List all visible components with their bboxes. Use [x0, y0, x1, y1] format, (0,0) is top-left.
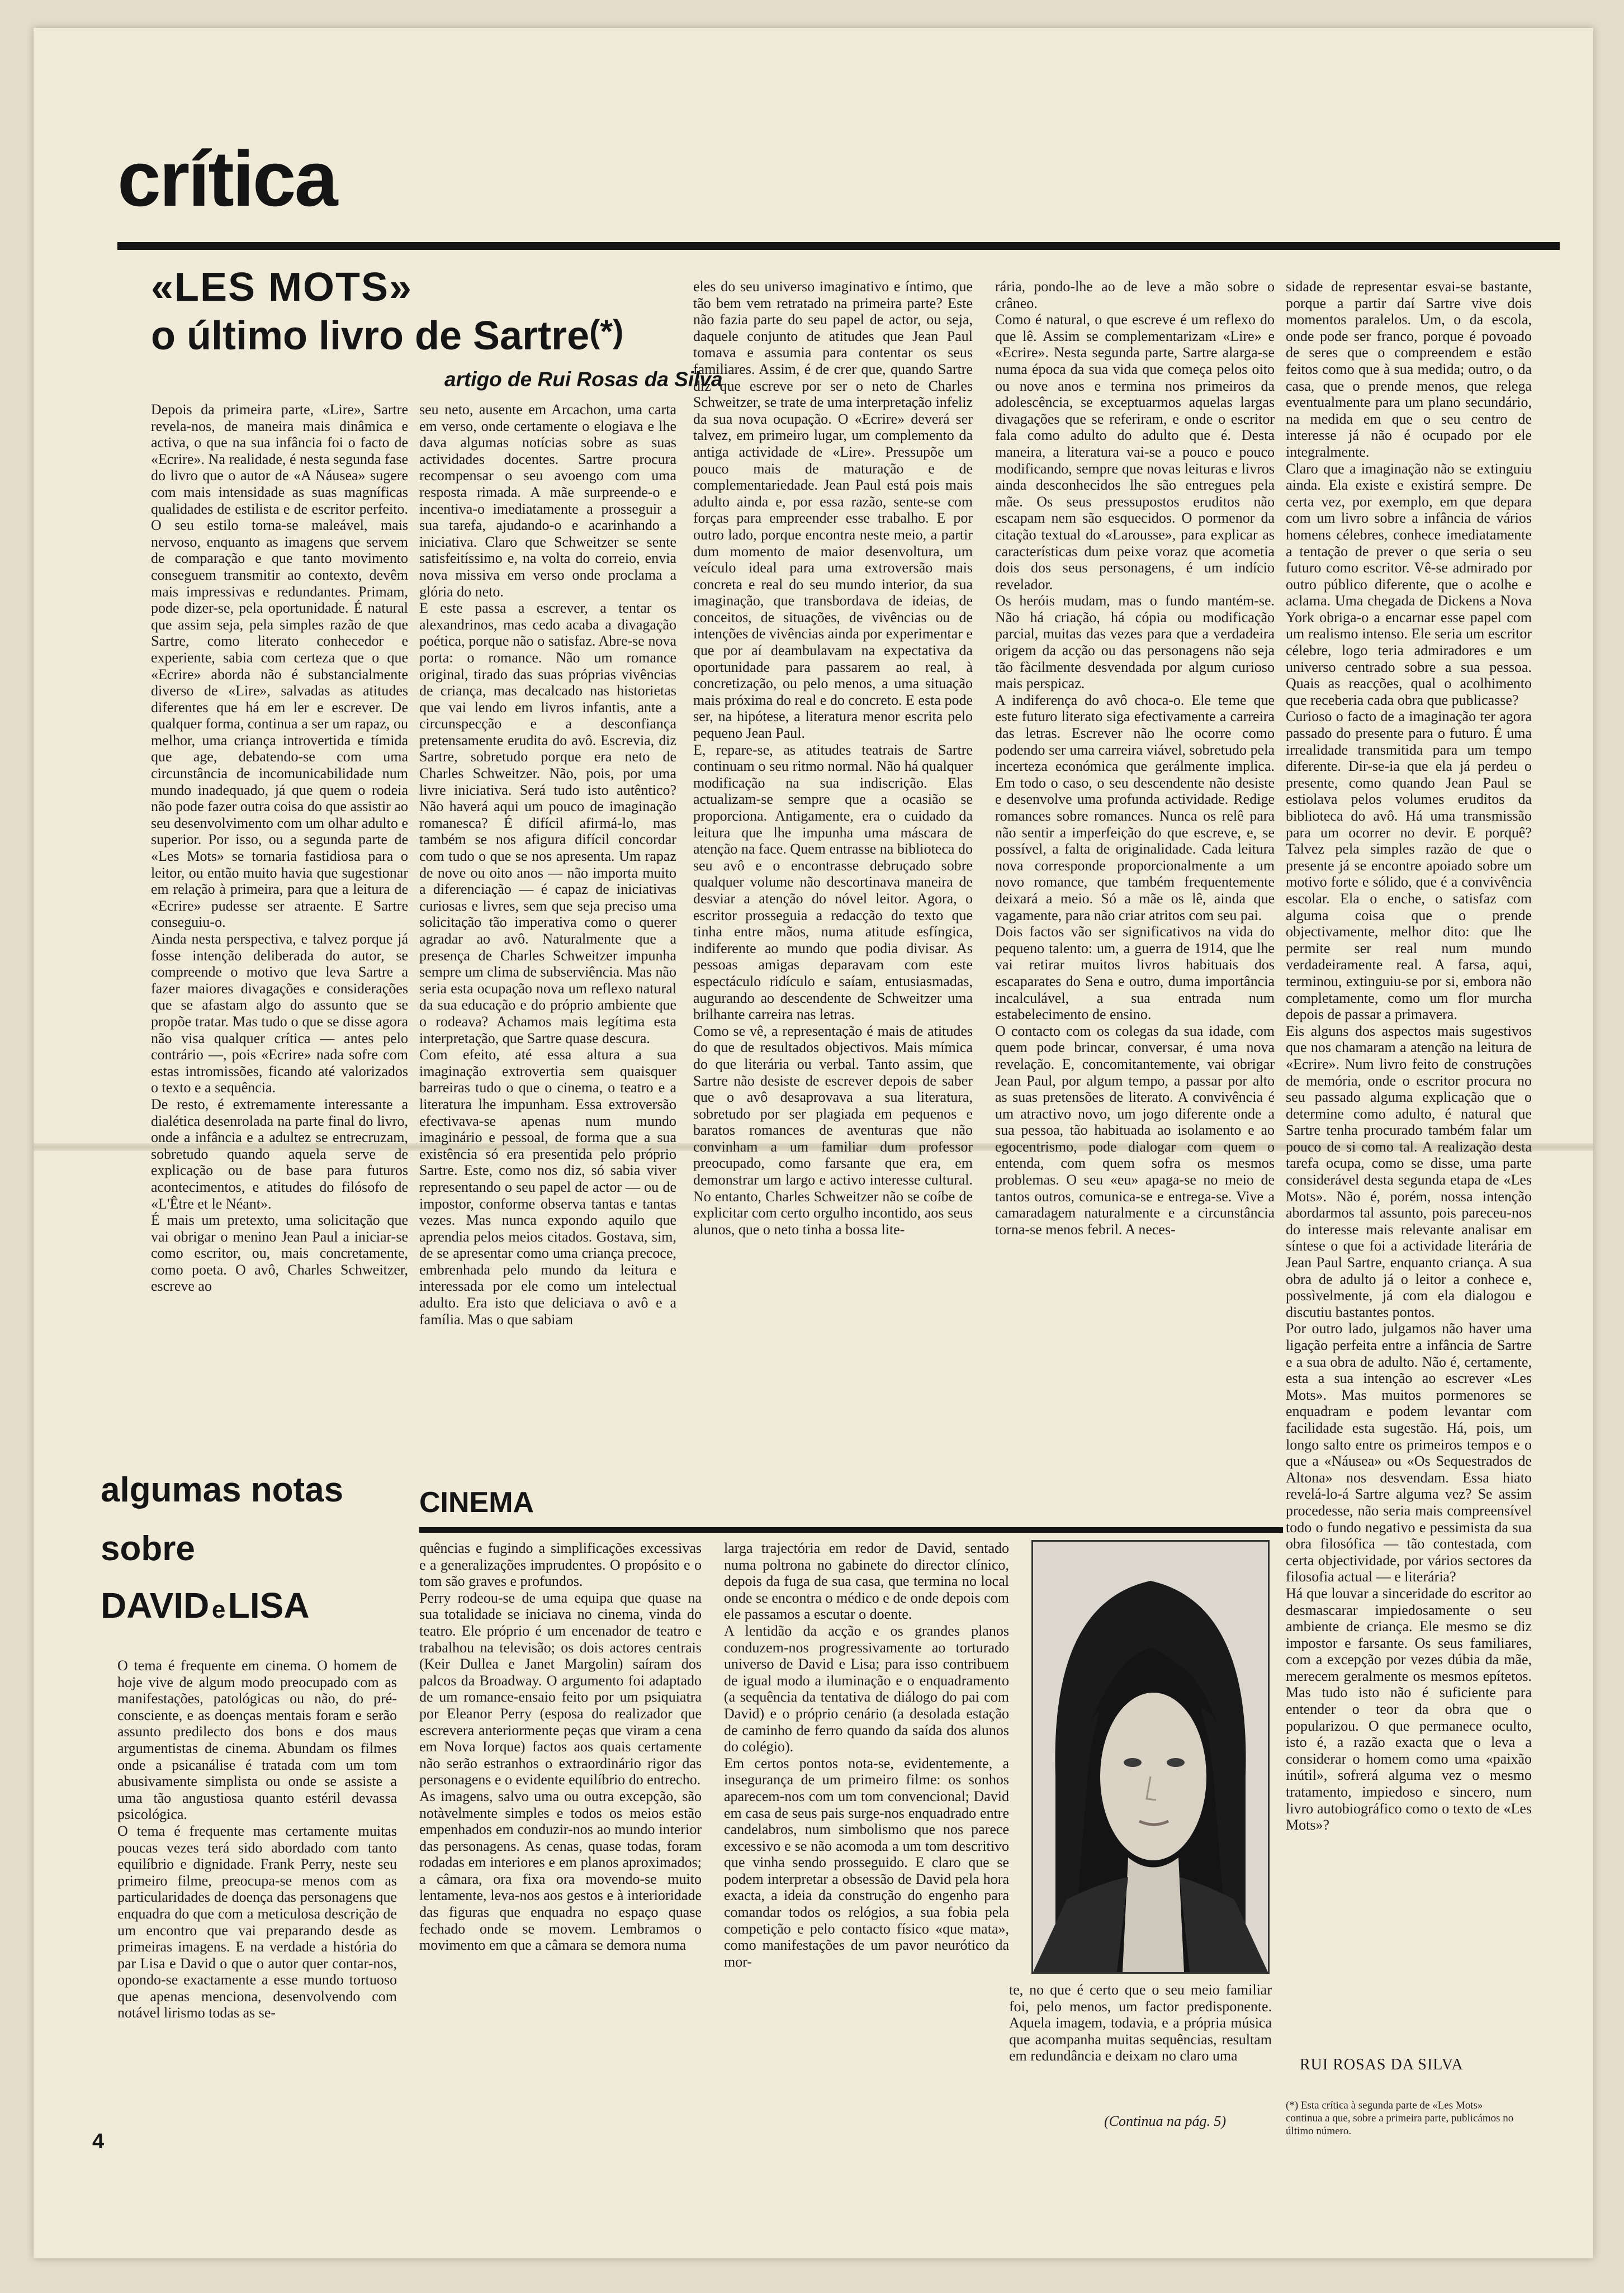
title-e: e: [211, 1596, 226, 1623]
article-title-line2: [151, 316, 623, 356]
photo-lisa-portrait: [1031, 1540, 1270, 1974]
newspaper-page: [34, 28, 1593, 2258]
cinema-rule: [419, 1527, 1283, 1533]
section-title: crítica: [117, 135, 337, 222]
article-column-1: Depois da primeira parte, «Lire», Sartre revela-nos, de maneira mais dinâmica e activa, o que na sua infância foi o facto de «Ecrire». Na realidade, é nesta segunda fase do livro que o autor de «A Náusea» sugere com mais intensidade as suas magníficas qualidades de estilista e de escritor perfeito. O seu estilo torna-se maleável, mais nervoso, enquanto as imagens que servem de comparação e que tanto movimento conseguem transmitir ao contexto, devêm mais impressivas e redundantes. Primam, pode dizer-se, pela oportunidade. É natural que assim seja, pela simples razão de que Sartre, como literato conhecedor e experiente, sabia com certeza que o que «Ecrire» aborda não é substancialmente diverso de «Lire», salvadas as atitudes diferentes que há em ler e escrever. De qualquer forma, continua a ser um rapaz, ou melhor, uma criança introvertida e tímida que age, debatendo-se com uma circunstância de incomunicabilidade num mundo inadequado, já que quem o rodeia não pode fazer outra coisa do que assistir ao seu desenvolvimento com um olhar adulto e superior. Por isso, ou a segunda parte de «Les Mots» se tornaria fastidiosa para o leitor, ou então muito havia que sugestionar em relação à primeira, para que a leitura de «Ecrire» pudesse ser atraente. E Sartre conseguiu-o. Ainda nesta perspectiva, e talvez porque já fosse intenção deliberada do autor, se compreende o motivo que leva Sartre a fazer maiores divagações e considerações que se afastam algo do assunto que se propõe tratar. Mas tudo o que se disse agora não visa qualquer crítica — antes pelo contrário —, pois «Ecrire» nada sofre com estas intromissões, ficando até valorizados o texto e a sequência. De resto, é extremamente interessante a dialética desenrolada na parte final do livro, onde a infância e a adultez se entrecruzam, sobretudo quando aquela serve de explicação ou de base para futuros acontecimentos, e atitudes do filósofo de «L'Être et le Néant». É mais um pretexto, uma solicitação que vai obrigar o menino Jean Paul a iniciar-se como escritor, ou, mais concretamente, como poeta. O avô, Charles Schweitzer, escreve ao: [151, 401, 408, 1295]
article-title-text: o último livro de Sartre: [151, 314, 590, 358]
cinema-column-3: larga trajectória em redor de David, sentado numa poltrona no gabinete do director clínico, depois da fuga de sua casa, que termina no local onde se encontra o médico e de onde depois com ele passamos a escutar o doente. A lentidão da acção e os grandes planos conduzem-nos progressivamente ao torturado universo de David e Lisa; para isso contribuem de igual modo a iluminação e o enquadramento (a sequência da tentativa de diálogo do pai com David) e o próprio cenário (a desolada estação de caminho de ferro quando da saída dos alunos do colégio). Em certos pontos nota-se, evidentemente, a insegurança de um primeiro filme: os sonhos aparecem-nos com um tom convencional; David em casa de seus pais surge-nos enquadrado entre candelabros, num simbolismo que nos parece excessivo e se não acomoda a um tom descritivo que vinha sendo prosseguido. E claro que se podem interpretar a obsessão de David pela hora exacta, a ideia da construção do engenho para comandar todos os relógios, a sua fobia pela competição e pelo contacto físico «que mata», como manifestações de um pavor neurótico da mor-: [724, 1540, 1009, 1970]
signature: RUI ROSAS DA SILVA: [1300, 2056, 1464, 2073]
title-david: DAVID: [101, 1585, 210, 1626]
article-column-3: eles do seu universo imaginativo e íntimo, que tão bem vem retratado na primeira parte? Este não fazia parte do seu papel de actor, ou seja, daquele conjunto de atitudes que Jean Paul tomava e assumia para contentar os seus familiares. Assim, é de crer que, quando Sartre diz que escreve por ser o neto de Charles Schweitzer, se trate de uma interpretação infeliz da sua nova ocupação. O «Ecrire» deverá ser talvez, em primeiro lugar, um complemento da antiga actividade de «Lire». Pressupõe um pouco mais de maturação e de complementariedade. Jean Paul está pois mais adulto ainda e, por essa razão, sente-se com forças para empreender esse trabalho. E por outro lado, porque encontra neste meio, a partir dum momento de maior desenvoltura, um veículo ideal para uma extroversão mais concreta e real do seu mundo interior, da sua imaginação, que transbordava de ideias, de conceitos, de situações, de vivências ou de intenções de vivências ainda por experimentar e que por aí deambulavam na expectativa da oportunidade para passarem ao real, à concretização, ou pelo menos, a uma situação mais próxima do real e do concreto. E esta pode ser, na hipótese, a literatura menor escrita pelo pequeno Jean Paul. E, repare-se, as atitudes teatrais de Sartre continuam o seu ritmo normal. Não há qualquer modificação na sua indiscrição. Elas actualizam-se sempre que a ocasião se proporciona. Antigamente, era o cuidado da leitura que lhe impunha uma máscara de atenção na face. Quem entrasse na biblioteca do seu avô e o encontrasse debruçado sobre qualquer volume não descortinava maneira de desviar a atenção do nóvel leitor. Agora, o escritor prosseguia a redacção do texto que tinha entre mãos, numa atitude esfíngica, indiferente ao mundo que podia divisar. As pessoas amigas deparavam com este espectáculo ridículo e saíam, entusiasmadas, augurando ao descendente de Schweitzer uma brilhante carreira nas letras. Como se vê, a representação é mais de atitudes do que de resultados objectivos. Mais mímica do que literária ou verbal. Tanto assim, que Sartre não desiste de escrever depois de saber que o avô desaprovava a sua literatura, sobretudo por ser plagiada em pequenos e baratos romances de aventuras que não convinham a um familiar dum professor preocupado, como farsante que era, em demonstrar um largo e activo interesse cultural. No entanto, Charles Schweitzer não se coíbe de explicitar com certo orgulho incontido, aos seus alunos, que o neto tinha a bossa lite-: [693, 278, 973, 1238]
footnote: (*) Esta crítica à segunda parte de «Les Mots» continua a que, sobre a primeira parte, publicámos no último número.: [1286, 2100, 1514, 2137]
article-column-2: seu neto, ausente em Arcachon, uma carta em verso, onde certamente o elogiava e lhe dava algumas notícias sobre as suas actividades docentes. Sartre procura recompensar o seu avoengo com uma resposta rimada. A mãe surpreende-o e incentiva-o imediatamente a prosseguir a sua tarefa, ajudando-o e acarinhando a iniciativa. Claro que Schweitzer se sente satisfeitíssimo e, na volta do correio, envia nova missiva em verso onde proclama a glória do neto. E este passa a escrever, a tentar os alexandrinos, mas cedo acaba a divagação poética, porque não o satisfaz. Abre-se nova porta: o romance. Não um romance original, tirado das suas próprias vivências de criança, mas decalcado nas historietas que vai lendo em livros infantis, ante a circunspecção e a desconfiança pretensamente erudita do avô. Escrevia, diz Sartre, sobretudo porque era neto de Charles Schweitzer. Não, pois, por uma livre iniciativa. Será tudo isto autêntico? Não haverá aqui um pouco de imaginação romanesca? É difícil afirmá-lo, mas também se nos afigura difícil concordar com tudo o que se nos apresenta. Um rapaz de nove ou oito anos — não importa muito a diferenciação — é capaz de iniciativas curiosas e livres, sem que seja preciso uma solicitação tão imperativa como o querer agradar ao avô. Naturalmente que a presença de Charles Schweitzer impunha sempre um clima de subserviência. Mas não seria esta ocupação nova um reflexo natural da sua educação e do próprio ambiente que o rodeava? Achamos mais legítima esta interpretação, que Sartre quase descura. Com efeito, até essa altura a sua imaginação extrovertia sem quaisquer barreiras tudo o que o cinema, o teatro e a literatura lhe impunham. Essa extroversão efectivava-se apenas num mundo imaginário e pessoal, de forma que a sua existência só era presentida pelo próprio Sartre. Este, como nos diz, só sabia viver representando o seu papel de actor — ou de impostor, conforme observa tantas e tantas vezes. Mas nunca expondo aquilo que aprendia pelos meios citados. Gostava, sim, de se apresentar como uma criança precoce, embrenhada pelo mundo da leitura e interessada por ele como um intelectual adulto. Era isto que deliciava o avô e a família. Mas o que sabiam: [419, 401, 676, 1328]
footnote-mark: (*): [589, 314, 624, 350]
article-column-4: rária, pondo-lhe ao de leve a mão sobre o crâneo. Como é natural, o que escreve é um reflexo do que lê. Assim se complementarizam «Lire» e «Ecrire». Nesta segunda parte, Sartre alarga-se numa época da sua vida que começa pelos oito ou nove anos e termina nos primeiros da adolescência, se exceptuarmos aquelas largas divagações que se referiram, e onde o escritor fala como adulto do adulto que é. Desta maneira, a literatura vai-se a pouco e pouco modificando, sempre que novas leituras e livros ainda desconhecidos lhe são entregues pela mãe. Os seus pressupostos eruditos não escapam nem são esquecidos. O pormenor da citação textual do «Larousse», para explicar as características dum peixe voraz que acometia dois dos seus personagens, é um indício revelador. Os heróis mudam, mas o fundo mantém-se. Não há criação, há cópia ou modificação parcial, muitas das vezes para que a verdadeira origem da acção ou das personagens não seja tão fàcilmente desvendada por algum curioso mais perspicaz. A indiferença do avô choca-o. Ele teme que este futuro literato siga efectivamente a carreira das letras. Escrever não lhe ocorre como podendo ser uma carreira viável, sobretudo pela incerteza económica que gerálmente implica. Em todo o caso, o seu descendente não desiste e desenvolve uma profunda actividade. Redige romances sobre romances. Nunca os relê para não sentir a imperfeição do que escreve, e, se possível, a falta de originalidade. Cada leitura nova corresponde proporcionalmente a um novo romance, que também frequentemente deixará a meio. Só a mãe os lê, ainda que vagamente, para não criar atritos com seu pai. Dois factos vão ser significativos na vida do pequeno talento: um, a guerra de 1914, que lhe vai retirar muitos livros habituais dos escaparates do Sena e outro, duma importância incalculável, a sua entrada num estabelecimento de ensino. O contacto com os colegas da sua idade, com quem pode brincar, conversar, é uma nova revelação. E, concomitantemente, vai obrigar Jean Paul, por algum tempo, a passar por alto as suas pretensões de literato. A convivência é um atractivo novo, um jogo diferente onde a sua pessoa, tão habituada ao isolamento e ao egocentrismo, pode dialogar com quem o entenda, com quem sofra os mesmos problemas. O seu «eu» apaga-se no meio de tantos outros, comunica-se e entrega-se. Vive a camaradagem naturalmente e a circunstância torna-se menos febril. A neces-: [995, 278, 1275, 1238]
cinema-column-2: quências e fugindo a simplificações excessivas e a generalizações imprudentes. O propósito e o tom são graves e profundos. Perry rodeou-se de uma equipa que quase na sua totalidade se iniciava no cinema, vinda do teatro. Ele próprio é um encenador de teatro e trabalhou na televisão; os dois actores centrais (Keir Dullea e Janet Margolin) saíram dos palcos da Broadway. O argumento foi adaptado de um romance-ensaio feito por um psiquiatra por Eleanor Perry (esposa do realizador que escrevera anteriormente peças que viram a cena em Nova Iorque) factos aos quais certamente não serão estranhos o extraordinário rigor das personagens e o evidente equilíbrio do entrecho. As imagens, salvo uma ou outra excepção, são notàvelmente simples e todos os meios estão empenhados em conduzir-nos ao mundo interior das personagens. As cenas, quase todas, foram rodadas em interiores e em planos aproximados; a câmara, ora fixa ora movendo-se muito lentamente, leva-nos aos gestos e à interioridade das figuras que enquadra no espaço quase fechado onde se movem. Lembramos o movimento em que a câmara se demora numa: [419, 1540, 702, 1954]
article-title-line1: «LES MOTS»: [151, 265, 413, 310]
cinema-kicker: CINEMA: [419, 1486, 534, 1519]
page-number: 4: [92, 2130, 105, 2153]
cinema-title-line2: sobre: [101, 1529, 195, 1568]
cinema-column-1: O tema é frequente em cinema. O homem de hoje vive de algum modo preocupado com as manifestações, patológicas ou não, do pré-consciente, e as doenças mentais foram e serão assunto predilecto dos bons e dos maus argumentistas de cinema. Abundam os filmes onde a psicanálise é tratada com um tom abusivamente simplista ou onde se assiste a uma tão angustiosa quanto estéril devassa psicológica. O tema é frequente mas certamente muitas poucas vezes terá sido abordado com tanto equilíbrio e dignidade. Frank Perry, neste seu primeiro filme, preocupa-se menos com as particularidades de doença das personagens que enquadra do que com a meticulosa descrição de um encontro que vai preparando desde as primeiras imagens. E na verdade a história do par Lisa e David o que o autor quer contar-nos, opondo-se exactamente a esse mundo tortuoso que apenas menciona, desenvolvendo com notável lirismo todas as se-: [117, 1657, 397, 2021]
cinema-column-4: te, no que é certo que o seu meio familiar foi, pelo menos, um factor predisponente. Aquela imagem, todavia, e a própria música que acompanha muitas sequências, resultam em redundância e deixam no claro uma: [1009, 1982, 1272, 2064]
title-lisa: LISA: [228, 1585, 310, 1626]
section-rule: [117, 242, 1560, 250]
article-column-5: sidade de representar esvai-se bastante, porque a partir daí Sartre vive dois momentos paralelos. Um, o da escola, onde pode ser franco, porque é povoado de seres que o compreendem e estão feitos como que à sua medida; outro, o da casa, que o prende menos, que relega eventualmente para um plano secundário, na medida em que o seu centro de interesse já não é ocupado por ele integralmente. Claro que a imaginação não se extinguiu ainda. Ela existe e existirá sempre. De certa vez, por exemplo, em que depara com um livro sobre a infância de vários homens célebres, conhece imediatamente a tentação de prever o que seria o seu futuro como escritor. Vê-se admirado por outro público diferente, que o acolhe e aclama. Uma chegada de Dickens a Nova York obriga-o a encarnar esse papel com um realismo intenso. Ele seria um escritor célebre, logo teria admiradores e um universo centrado sobre a sua pessoa. Quais as reacções, qual o acolhimento que receberia cada obra que publicasse? Curioso o facto de a imaginação ter agora passado do presente para o futuro. É uma irrealidade transmitida para um tempo diferente. Dir-se-ia que ela já perdeu o presente, como quando Jean Paul se estiolava pelos volumes eruditos da biblioteca do avô. Há uma transmissão para um ocorrer no devir. E porquê? Talvez pela simples razão de que o presente já se encontre apoiado sobre um motivo forte e sólido, que é a convivência escolar. Ela o enche, o satisfaz com alguma coisa que o prende objectivamente, melhor dito: que lhe permite ser real num mundo verdadeiramente real. A farsa, aqui, terminou, extinguiu-se por si, embora não completamente, como um flor murcha depois de passar a primavera. Eis alguns dos aspectos mais sugestivos que nos chamaram a atenção na leitura de «Ecrire». Num livro feito de construções de memória, onde o escritor procura no seu passado alguma explicação que o determine como adulto, é natural que Sartre tenha procurado também falar um pouco de si como tal. A realização desta tarefa ocupa, como se disse, uma parte considerável desta segunda etapa de «Les Mots». Não é, porém, nossa intenção abordarmos tal assunto, pois pareceu-nos do interesse mais relevante analisar em síntese o que foi a actividade literária de Jean Paul Sartre, enquanto criança. A sua obra de adulto já o leitor a conhece e, possìvelmente, já com ela dialogou e discutiu bastantes pontos. Por outro lado, julgamos não haver uma ligação perfeita entre a infância de Sartre e a sua obra de adulto. Não é, certamente, esta a sua intenção ao escrever «Les Mots». Mas muitos pormenores se enquadram e podem levantar com facilidade esta sugestão. Há, pois, um longo salto entre os primeiros tempos e o que a «Náusea» ou «Os Sequestrados de Altona» nos desvendam. Essa hiato revelá-lo-á Sartre alguma vez? Se assim procedesse, não seria mais compreensível todo o fundo negativo e pessimista da sua obra filosófica — tão contestada, com certa objectividade, por vários sectores da filosofia actual — e literária? Há que louvar a sinceridade do escritor ao desmascarar impiedosamente o seu ambiente de criança. Ele mesmo se diz impostor e farsante. Os seus familiares, com a excepção por vezes dúbia da mãe, merecem geralmente os mesmos epítetos. Mas tudo isto não é suficiente para entender o teor da obra que o popularizou. O que permanece oculto, isto é, a razão exacta que o leva a considerar o homem como uma «paixão inútil», sofrerá alguma vez o mesmo tratamento, impiedoso e sincero, num livro autobiográfico como o texto de «Les Mots»?: [1286, 278, 1532, 1834]
byline: artigo de Rui Rosas da Silva: [444, 368, 723, 391]
cinema-title-line1: algumas notas: [101, 1471, 344, 1509]
continued-note: (Continua na pág. 5): [1104, 2113, 1227, 2129]
portrait-image: [1033, 1542, 1268, 1972]
cinema-title-line3: [101, 1585, 310, 1626]
